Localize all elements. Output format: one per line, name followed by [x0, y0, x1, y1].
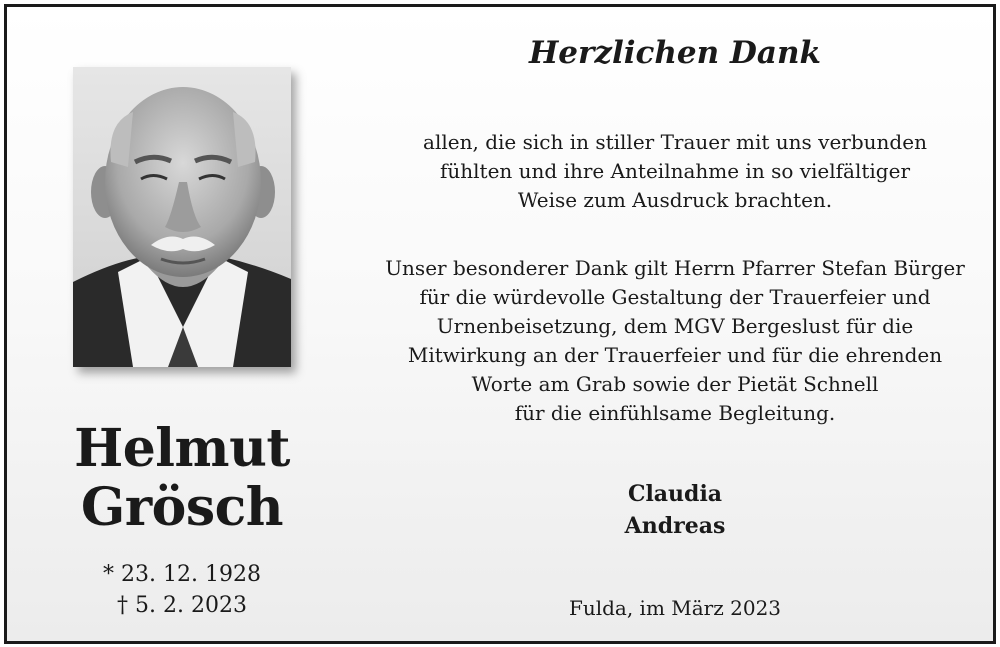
paragraph-line: Worte am Grab sowie der Pietät Schnell: [471, 372, 879, 396]
paragraph-line: für die würdevolle Gestaltung der Trauerfeier und: [419, 285, 931, 309]
paragraph-line: Urnenbeisetzung, dem MGV Bergeslust für die: [436, 314, 914, 338]
signatories: [567, 478, 783, 542]
thanks-paragraph-1: [367, 128, 983, 215]
death-date: † 5. 2. 2023: [117, 593, 247, 618]
paragraph-line: für die einfühlsame Begleitung.: [514, 401, 836, 425]
signatory-name: Claudia: [627, 481, 723, 507]
thanks-paragraph-2: [367, 254, 983, 428]
deceased-last-name: Grösch: [80, 477, 284, 538]
paragraph-line: allen, die sich in stiller Trauer mit uns verbunden: [423, 130, 927, 154]
obituary-card: [4, 4, 996, 644]
heading: Herzlichen Dank: [529, 35, 821, 71]
signatory-name: Andreas: [624, 513, 726, 539]
deceased-first-name: Helmut: [74, 418, 290, 479]
paragraph-line: Unser besonderer Dank gilt Herrn Pfarrer Stefan Bürger: [385, 256, 965, 280]
portrait-photo: [73, 67, 291, 367]
birth-date: * 23. 12. 1928: [103, 562, 261, 587]
paragraph-line: Mitwirkung an der Trauerfeier und für die ehrenden: [407, 343, 943, 367]
place-date: Fulda, im März 2023: [568, 596, 782, 620]
paragraph-line: Weise zum Ausdruck brachten.: [517, 188, 833, 212]
paragraph-line: fühlten und ihre Anteilnahme in so vielfältiger: [439, 159, 911, 183]
